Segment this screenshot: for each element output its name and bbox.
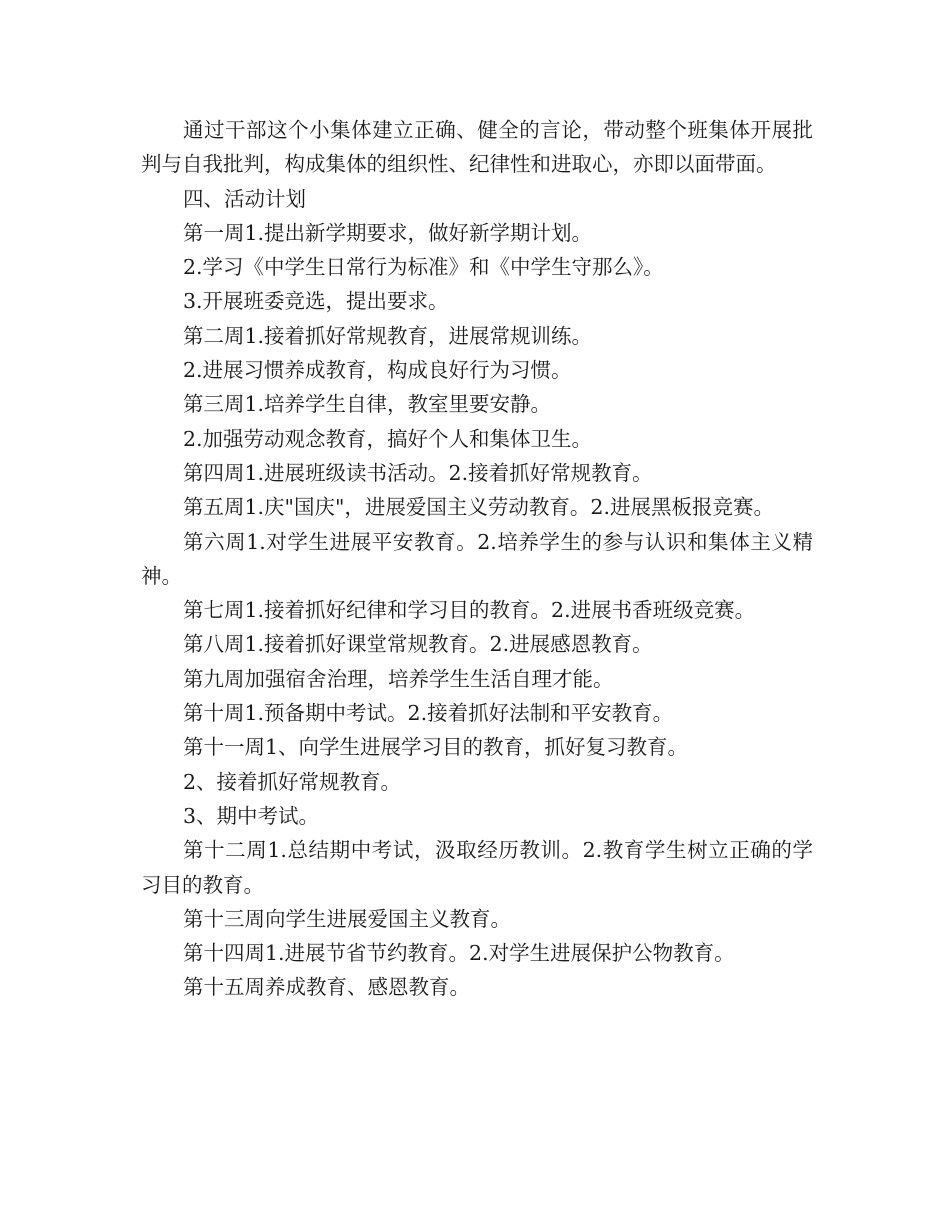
- paragraph-week-7: 第七周1.接着抓好纪律和学习目的教育。2.进展书香班级竞赛。: [183, 598, 756, 623]
- paragraph-week-6: 第六周1.对学生进展平安教育。2.培养学生的参与认识和集体主义精神。: [141, 529, 813, 588]
- paragraph-week-13: 第十三周向学生进展爱国主义教育。: [183, 906, 511, 931]
- paragraph-week-4: 第四周1.进展班级读书活动。2.接着抓好常规教育。: [183, 460, 653, 485]
- paragraph-week-12: 第十二周1.总结期中考试，汲取经历教训。2.教育学生树立正确的学习目的教育。: [141, 838, 813, 897]
- paragraph-intro: 通过干部这个小集体建立正确、健全的言论，带动整个班集体开展批判与自我批判，构成集体的组织性、纪律性和进取心，亦即以面带面。: [141, 118, 813, 177]
- paragraph-week-3-item-2: 2.加强劳动观念教育，搞好个人和集体卫生。: [183, 426, 593, 451]
- paragraph-week-2-item-2: 2.进展习惯养成教育，构成良好行为习惯。: [183, 358, 572, 383]
- paragraph-week-5: 第五周1.庆"国庆"，进展爱国主义劳动教育。2.进展黑板报竞赛。: [183, 495, 774, 520]
- section-heading-activity-plan: 四、活动计划: [183, 186, 306, 211]
- paragraph-week-11-item-2: 2、接着抓好常规教育。: [183, 769, 402, 794]
- paragraph-week-9: 第九周加强宿舍治理，培养学生生活自理才能。: [183, 666, 614, 691]
- paragraph-week-1: 第一周1.提出新学期要求，做好新学期计划。: [183, 220, 593, 245]
- paragraph-week-11: 第十一周1、向学生进展学习目的教育，抓好复习教育。: [183, 735, 689, 760]
- paragraph-week-1-item-2: 2.学习《中学生日常行为标准》和《中学生守那么》。: [183, 255, 664, 280]
- paragraph-week-14: 第十四周1.进展节省节约教育。2.对学生进展保护公物教育。: [183, 941, 735, 966]
- paragraph-week-3: 第三周1.培养学生自律，教室里要安静。: [183, 392, 552, 417]
- paragraph-week-8: 第八周1.接着抓好课堂常规教育。2.进展感恩教育。: [183, 632, 653, 657]
- document-body: [141, 113, 813, 1005]
- paragraph-week-11-item-3: 3、期中考试。: [183, 803, 320, 828]
- paragraph-week-15: 第十五周养成教育、感恩教育。: [183, 975, 470, 1000]
- paragraph-week-2: 第二周1.接着抓好常规教育，进展常规训练。: [183, 323, 593, 348]
- paragraph-week-1-item-3: 3.开展班委竞选，提出要求。: [183, 289, 449, 314]
- paragraph-week-10: 第十周1.预备期中考试。2.接着抓好法制和平安教育。: [183, 701, 674, 726]
